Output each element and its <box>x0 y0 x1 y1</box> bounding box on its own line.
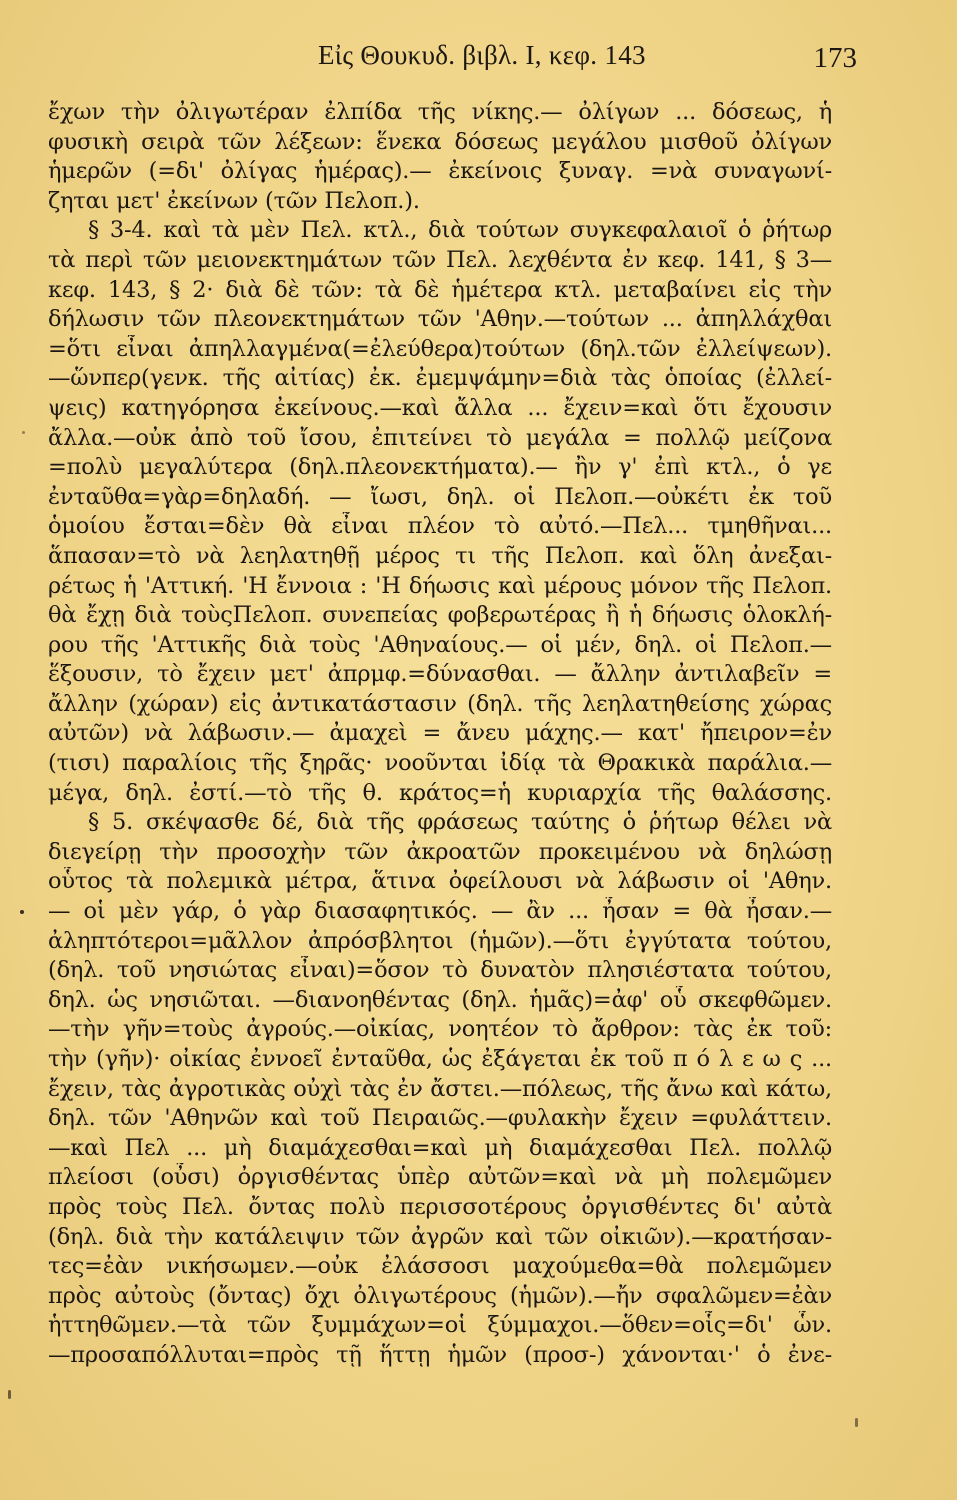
paper-speck <box>8 1390 11 1399</box>
text-line: μέγα, δηλ. ἐστί.—τὸ τῆς θ. κράτος=ἡ κυριαρχία τῆς θαλάσσης. <box>48 779 832 806</box>
text-line: —ὥνπερ(γενκ. τῆς αἰτίας) ἐκ. ἐμεμψάμην=διὰ τὰς ὁποίας (ἐλλεί- <box>48 365 832 392</box>
text-line: δηλ. ὡς νησιῶται. —διανοηθέντας (δηλ. ἡμᾶς)=ἀφ' οὗ σκεφθῶμεν. <box>48 986 832 1013</box>
text-line: —καὶ Πελ ... μὴ διαμάχεσθαι=καὶ μὴ διαμάχεσθαι Πελ. πολλῷ <box>48 1134 832 1161</box>
text-line: ψεις) κατηγόρησα ἐκείνους.—καὶ ἄλλα ... ἔχειν=καὶ ὅτι ἔχουσιν <box>48 394 832 421</box>
text-line: —προσαπόλλυται=πρὸς τῇ ἥττῃ ἡμῶν (προσ-) χάνονται·' ὁ ἐνε- <box>48 1341 832 1368</box>
text-line: (τισι) παραλίοις τῆς ξηρᾶς· νοοῦνται ἰδίᾳ τὰ Θρακικὰ παράλια.— <box>48 750 832 777</box>
text-line: ζηται μετ' ἐκείνων (τῶν Πελοπ.). <box>48 187 420 214</box>
text-line: ἄλλα.—οὐκ ἀπὸ τοῦ ἴσου, ἐπιτείνει τὸ μεγάλα = πολλῷ μείζονα <box>48 424 832 451</box>
page-header <box>0 40 957 80</box>
text-line: τὴν (γῆν)· οἰκίας ἐννοεῖ ἐνταῦθα, ὡς ἐξάγεται ἐκ τοῦ π ό λ ε ω ς ... <box>48 1046 832 1072</box>
text-line: ἔχων τὴν ὀλιγωτέραν ἐλπίδα τῆς νίκης.— ὀλίγων ... δόσεως, ἡ <box>48 99 832 125</box>
text-line: κεφ. 143, § 2· διὰ δὲ τῶν: τὰ δὲ ἡμέτερα κτλ. μεταβαίνει εἰς τὴν <box>48 276 832 303</box>
text-line: αὐτῶν) νὰ λάβωσιν.— ἀμαχεὶ = ἄνευ μάχης.— κατ' ἤπειρον=ἐν <box>48 720 832 747</box>
text-line: φυσικὴ σειρὰ τῶν λέξεων: ἕνεκα δόσεως μεγάλου μισθοῦ ὀλίγων <box>48 128 832 155</box>
text-line: ρου τῆς 'Αττικῆς διὰ τοὺς 'Αθηναίους.— οἱ μέν, δηλ. οἱ Πελοπ.— <box>48 631 832 658</box>
commentary-text <box>48 98 832 1371</box>
text-line: θὰ ἔχῃ διὰ τοὺςΠελοπ. συνεπείας φοβερωτέρας ἢ ἡ δήωσις ὁλοκλή- <box>48 602 832 629</box>
text-line: πρὸς αὐτοὺς (ὄντας) ὄχι ὀλιγωτέρους (ἡμῶν).—ἤν σφαλῶμεν=ἐὰν <box>48 1282 832 1309</box>
text-line: πρὸς τοὺς Πελ. ὄντας πολὺ περισσοτέρους ὀργισθέντες δι' αὐτὰ <box>48 1193 832 1220</box>
text-line: ἔχειν, τὰς ἀγροτικὰς οὐχὶ τὰς ἐν ἄστει.—πόλεως, τῆς ἄνω καὶ κάτω, <box>48 1075 832 1102</box>
text-line: ἐνταῦθα=γὰρ=δηλαδή. — ἴωσι, δηλ. οἱ Πελοπ.—οὐκέτι ἐκ τοῦ <box>48 483 832 510</box>
text-line: δηλ. τῶν 'Αθηνῶν καὶ τοῦ Πειραιῶς.—φυλακὴν ἔχειν =φυλάττειν. <box>48 1105 832 1132</box>
paper-speck <box>855 1418 858 1427</box>
text-line: ρέτως ἡ 'Αττική. 'Η ἔννοια : 'Η δήωσις καὶ μέρους μόνον τῆς Πελοπ. <box>48 572 832 599</box>
text-line: =ὅτι εἶναι ἀπηλλαγμένα(=ἐλεύθερα)τούτων (δηλ.τῶν ἐλλείψεων). <box>48 335 832 362</box>
text-line: =πολὺ μεγαλύτερα (δηλ.πλεονεκτήματα).— ἢν γ' ἐπὶ κτλ., ὁ γε <box>48 454 832 481</box>
text-line: ἡττηθῶμεν.—τὰ τῶν ξυμμάχων=οἱ ξύμμαχοι.—ὅθεν=οἷς=δι' ὧν. <box>48 1312 832 1339</box>
text-line: δήλωσιν τῶν πλεονεκτημάτων τῶν 'Αθην.—τούτων ... ἀπηλλάχθαι <box>48 306 832 333</box>
text-line: (δηλ. τοῦ νησιώτας εἶναι)=ὅσον τὸ δυνατὸν πλησιέστατα τούτου, <box>48 957 832 984</box>
text-line: ὁμοίου ἔσται=δὲν θὰ εἶναι πλέον τὸ αὐτό.—Πελ... τμηθῆναι... <box>48 513 832 540</box>
text-line: πλείοσι (οὖσι) ὀργισθέντας ὑπὲρ αὐτῶν=καὶ νὰ μὴ πολεμῶμεν <box>48 1164 832 1191</box>
text-line: ἕξουσιν, τὸ ἔχειν μετ' ἀπρμφ.=δύνασθαι. — ἄλλην ἀντιλαβεῖν = <box>48 661 832 688</box>
text-line: τὰ περὶ τῶν μειονεκτημάτων τῶν Πελ. λεχθέντα ἐν κεφ. 141, § 3— <box>48 246 832 273</box>
running-title: Εἰς Θουκυδ. βιβλ. I, κεφ. 143 <box>318 40 646 70</box>
text-line: — οἱ μὲν γάρ, ὁ γὰρ διασαφητικός. — ἂν ... ἦσαν = θὰ ἦσαν.— <box>48 898 832 925</box>
text-line: διεγείρῃ τὴν προσοχὴν τῶν ἀκροατῶν προκειμένου νὰ δηλώσῃ <box>48 838 832 865</box>
text-line: (δηλ. διὰ τὴν κατάλειψιν τῶν ἀγρῶν καὶ τῶν οἰκιῶν).—κρατήσαν- <box>48 1223 832 1250</box>
text-line: —τὴν γῆν=τοὺς ἀγρούς.—οἰκίας, νοητέον τὸ ἄρθρον: τὰς ἐκ τοῦ: <box>48 1016 832 1043</box>
text-line: ἅπασαν=τὸ νὰ λεηλατηθῇ μέρος τι τῆς Πελοπ. καὶ ὅλη ἀνεξαι- <box>48 542 832 569</box>
text-line: § 3-4. καὶ τὰ μὲν Πελ. κτλ., διὰ τούτων συγκεφαλαιοῖ ὁ ῥήτωρ <box>88 217 832 244</box>
text-line: τες=ἐὰν νικήσωμεν.—οὐκ ἐλάσσοσι μαχούμεθα=θὰ πολεμῶμεν <box>48 1253 832 1280</box>
paper-speck <box>22 431 25 434</box>
text-line: οὗτος τὰ πολεμικὰ μέτρα, ἅτινα ὀφείλουσι νὰ λάβωσιν οἱ 'Αθην. <box>48 868 832 895</box>
text-line: ἀληπτότεροι=μᾶλλον ἀπρόσβλητοι (ἡμῶν).—ὅτι ἐγγύτατα τούτου, <box>48 927 832 954</box>
page-number: 173 <box>813 42 857 74</box>
text-line: ἡμερῶν (=δι' ὀλίγας ἡμέρας).— ἐκείνοις ξυναγ. =νὰ συναγωνί- <box>48 158 832 185</box>
text-line: ἄλλην (χώραν) εἰς ἀντικατάστασιν (δηλ. τῆς λεηλατηθείσης χώρας <box>48 690 832 717</box>
paper-speck <box>20 910 24 914</box>
text-line: § 5. σκέψασθε δέ, διὰ τῆς φράσεως ταύτης ὁ ῥήτωρ θέλει νὰ <box>88 809 832 836</box>
